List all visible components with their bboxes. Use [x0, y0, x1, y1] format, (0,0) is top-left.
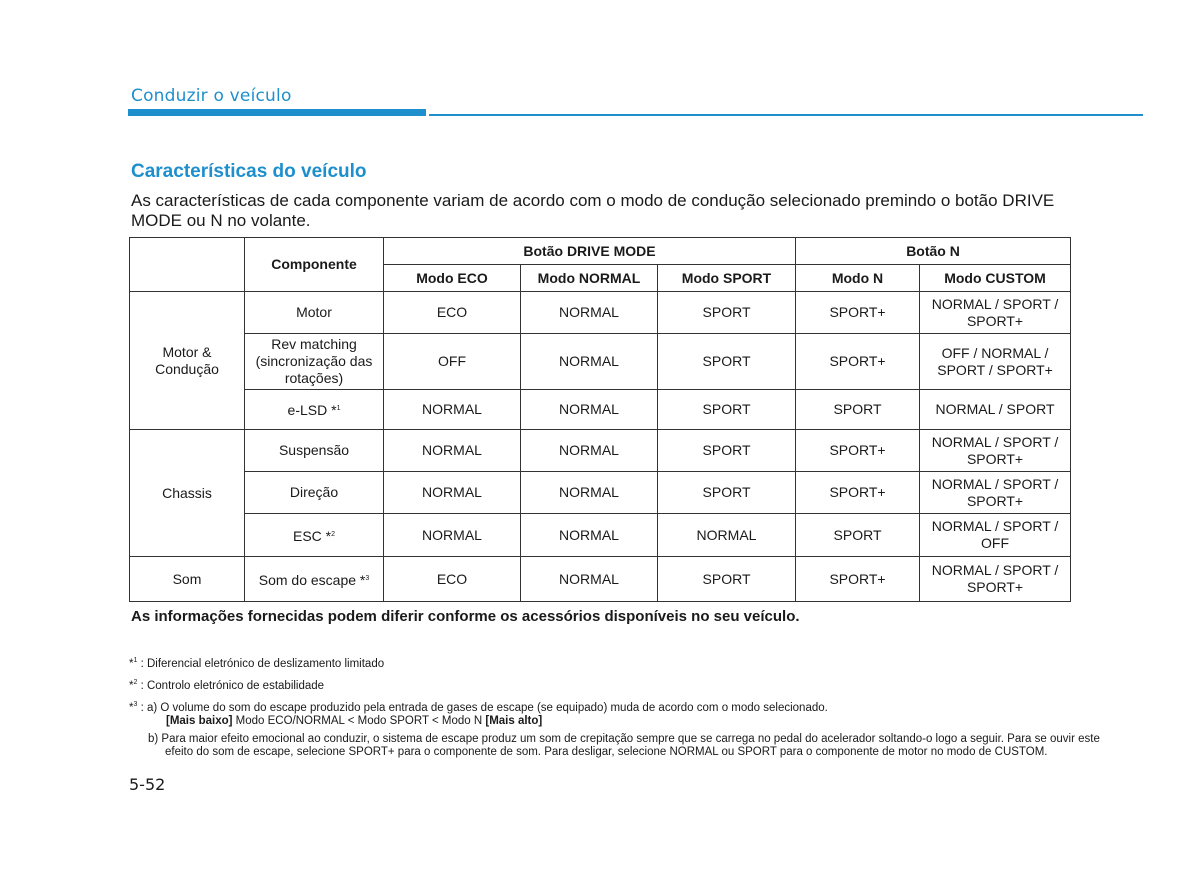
footnote-text: : Diferencial eletrónico de deslizamento limitado [137, 658, 385, 670]
table-row [130, 557, 1071, 602]
category-cell: Motor & Condução [130, 292, 245, 430]
value-cell: SPORT [796, 390, 920, 430]
footnote-mark: * [129, 658, 134, 670]
footnote-text: : a) O volume do som do escape produzido pela entrada de gases de escape (se equipado) muda de acordo com o modo selecionado. [137, 702, 828, 714]
component-cell [245, 514, 384, 557]
drive-mode-table [129, 237, 1071, 602]
value-cell: SPORT [658, 334, 796, 390]
table-row [130, 334, 1071, 390]
value-cell: NORMAL [384, 430, 521, 472]
page-number: 5-52 [129, 775, 166, 794]
value-cell: NORMAL [521, 557, 658, 602]
component-cell: Motor [245, 292, 384, 334]
mode-header: Modo NORMAL [521, 265, 658, 292]
mode-header: Modo SPORT [658, 265, 796, 292]
value-cell: NORMAL / SPORT / SPORT+ [920, 557, 1071, 602]
mode-header: Modo CUSTOM [920, 265, 1071, 292]
highest-label: [Mais alto] [485, 715, 543, 727]
intro-paragraph: As características de cada componente variam de acordo com o modo de condução selecionado premindo o botão DRIVE MODE ou N no volante. [131, 191, 1055, 230]
mode-header: Modo ECO [384, 265, 521, 292]
footnote-1 [129, 654, 1089, 671]
value-cell: ECO [384, 557, 521, 602]
value-cell: SPORT [658, 292, 796, 334]
footnote-3 [129, 698, 1100, 759]
footnote-3-order [166, 715, 1089, 728]
footnote-number: 1 [133, 657, 138, 664]
value-cell: SPORT+ [796, 430, 920, 472]
value-cell: SPORT+ [796, 292, 920, 334]
table-row [130, 472, 1071, 514]
value-cell: NORMAL / SPORT [920, 390, 1071, 430]
page-title: Características do veículo [131, 161, 367, 182]
component-cell: Suspensão [245, 430, 384, 472]
footnote-ref: 3 [365, 574, 370, 582]
value-cell: SPORT+ [796, 334, 920, 390]
value-cell: SPORT [658, 557, 796, 602]
component-cell: Rev matching (sincronização das rotações) [245, 334, 384, 390]
table-row [130, 292, 1071, 334]
value-cell: NORMAL [384, 514, 521, 557]
value-cell: SPORT [658, 390, 796, 430]
table-row [130, 390, 1071, 430]
footnote-number: 3 [133, 701, 138, 708]
footnote-mark: * [129, 702, 134, 714]
table-row [130, 430, 1071, 472]
value-cell: SPORT+ [796, 472, 920, 514]
value-cell: NORMAL [521, 292, 658, 334]
component-cell: Direção [245, 472, 384, 514]
category-cell: Som [130, 557, 245, 602]
footnote-number: 2 [133, 679, 138, 686]
component-label: ESC * [292, 527, 332, 544]
value-cell: NORMAL [521, 430, 658, 472]
value-cell: SPORT [658, 472, 796, 514]
section-header: Conduzir o veículo [131, 86, 292, 106]
value-cell: NORMAL [521, 334, 658, 390]
value-cell: SPORT+ [796, 557, 920, 602]
value-cell: SPORT [658, 430, 796, 472]
component-label: Som do escape * [258, 571, 366, 588]
n-button-group-header: Botão N [796, 238, 1071, 265]
value-cell: NORMAL / SPORT / SPORT+ [920, 430, 1071, 472]
footnote-3-b: b) Para maior efeito emocional ao conduzir, o sistema de escape produz um som de crepitação sempre que se carrega no pedal do acelerador soltando-o logo a seguir. Para se ouvir este efeito do som de escape, selecione SPORT+ para o componente de som. Para desligar, selecione NORMAL ou SPORT para o componente de motor no modo de CUSTOM. [148, 733, 1100, 758]
component-label: e-LSD * [287, 402, 337, 418]
footnote-2 [129, 676, 1089, 693]
category-cell: Chassis [130, 430, 245, 557]
footnote-mark: * [129, 680, 134, 692]
footnote-ref: 2 [331, 530, 336, 538]
footnote-text: : Controlo eletrónico de estabilidade [137, 680, 325, 692]
component-header: Componente [245, 238, 384, 292]
footnotes [129, 654, 1100, 761]
value-cell: NORMAL [384, 390, 521, 430]
value-cell: NORMAL [521, 472, 658, 514]
value-cell: OFF [384, 334, 521, 390]
value-cell: NORMAL [521, 514, 658, 557]
lowest-label: [Mais baixo] [166, 715, 233, 727]
table-row [130, 514, 1071, 557]
value-cell: NORMAL [384, 472, 521, 514]
mode-header: Modo N [796, 265, 920, 292]
value-cell: OFF / NORMAL / SPORT / SPORT+ [920, 334, 1071, 390]
value-cell: NORMAL / SPORT / SPORT+ [920, 472, 1071, 514]
value-cell: NORMAL / SPORT / OFF [920, 514, 1071, 557]
value-cell: NORMAL / SPORT / SPORT+ [920, 292, 1071, 334]
accessories-note: As informações fornecidas podem diferir conforme os acessórios disponíveis no seu veículo. [131, 608, 800, 625]
header-bar-thick [128, 109, 426, 116]
value-cell: SPORT [796, 514, 920, 557]
value-cell: ECO [384, 292, 521, 334]
header-bar-thin [429, 114, 1143, 116]
drive-mode-group-header: Botão DRIVE MODE [384, 238, 796, 265]
value-cell: NORMAL [521, 390, 658, 430]
mode-order-text: Modo ECO/NORMAL < Modo SPORT < Modo N [232, 715, 486, 727]
table-corner [130, 238, 245, 292]
component-cell [245, 557, 384, 602]
component-cell [245, 390, 384, 430]
footnote-ref: 1 [336, 405, 341, 412]
value-cell: NORMAL [658, 514, 796, 557]
